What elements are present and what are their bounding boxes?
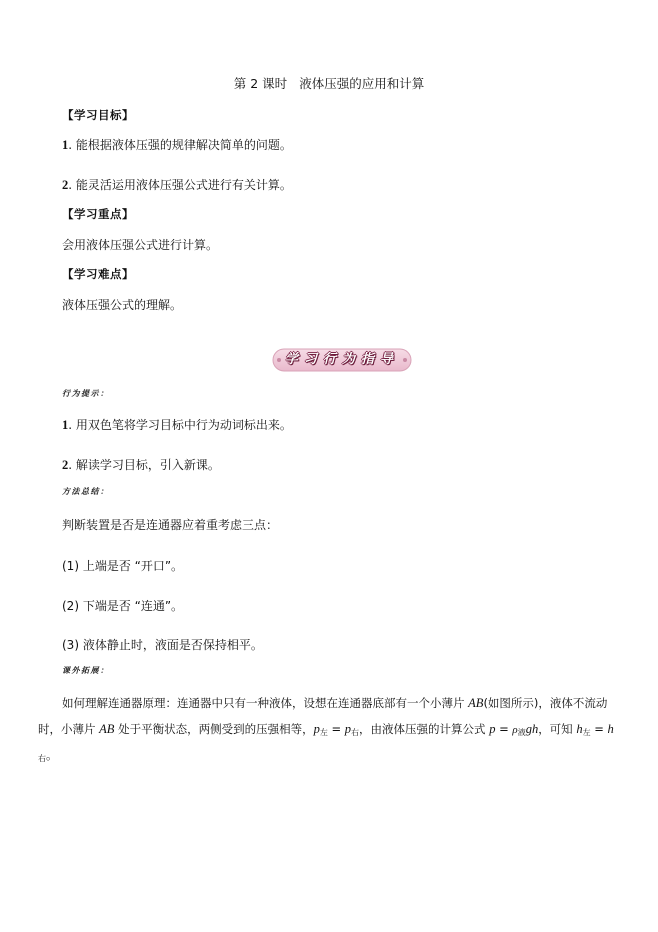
tip-item-2 <box>62 456 220 473</box>
lesson-title: 液体压强的应用和计算 <box>299 76 425 91</box>
extension-label: 课外拓展： <box>62 666 110 675</box>
guidance-banner <box>272 347 412 373</box>
objective-text: . 能根据液体压强的规律解决简单的问题。 <box>68 138 292 152</box>
difficulties-heading: 【学习难点】 <box>62 267 134 281</box>
key-points-heading: 【学习重点】 <box>62 207 134 221</box>
banner-title: 学习行为指导 <box>284 352 399 367</box>
objective-item-2 <box>62 176 292 193</box>
difficulties-text: 液体压强公式的理解。 <box>62 298 183 312</box>
objectives-heading: 【学习目标】 <box>62 108 134 122</box>
symbol-p: p <box>489 722 496 736</box>
method-point-2: (2) 下端是否 “连通”。 <box>62 599 184 613</box>
method-intro: 判断装置是否是连通器应着重考虑三点： <box>62 518 279 532</box>
objective-text: . 能灵活运用液体压强公式进行有关计算。 <box>68 178 292 192</box>
symbol-h: h <box>576 722 583 736</box>
equals-sign: = <box>590 722 608 736</box>
extension-text: ，由液体压强的计算公式 <box>359 722 490 736</box>
key-points-text: 会用液体压强公式进行计算。 <box>62 238 219 252</box>
tip-item-1 <box>62 416 292 433</box>
extension-text: 。 <box>46 748 58 762</box>
page-title <box>0 74 658 92</box>
label-ab: AB <box>468 696 484 710</box>
tip-text: . 用双色笔将学习目标中行为动词标出来。 <box>68 418 292 432</box>
equals-sign: = <box>327 722 345 736</box>
symbol-gh: gh <box>525 722 539 736</box>
extension-line-3 <box>38 742 620 768</box>
equals-sign: = <box>495 722 513 736</box>
symbol-p: p <box>313 722 320 736</box>
extension-text: ，可知 <box>538 722 577 736</box>
symbol-p: p <box>344 722 352 736</box>
tip-number: 1 <box>62 418 69 432</box>
extension-paragraph <box>38 690 620 768</box>
subscript-left: 左 <box>319 728 328 737</box>
method-point-3: (3) 液体静止时，液面是否保持相平。 <box>62 638 263 652</box>
symbol-h: h <box>607 722 614 736</box>
extension-text: 如何理解连通器原理：连通器中只有一种液体，设想在连通器底部有一个小薄片 <box>62 696 469 710</box>
extension-text: 时，小薄片 <box>38 722 100 736</box>
method-label: 方法总结： <box>62 487 110 496</box>
subscript-liquid: 液 <box>517 728 526 737</box>
label-ab: AB <box>99 722 115 736</box>
objective-number: 2 <box>62 178 69 192</box>
objective-item-1 <box>62 136 292 153</box>
tip-text: . 解读学习目标，引入新课。 <box>68 458 220 472</box>
objective-number: 1 <box>62 138 69 152</box>
extension-text: (如图所示)，液体不流动 <box>483 696 608 710</box>
behavior-tip-label: 行为提示： <box>62 389 110 398</box>
extension-text: 处于平衡状态，两侧受到的压强相等， <box>114 722 314 736</box>
extension-line-2 <box>38 716 620 742</box>
subscript-right: 右 <box>38 754 46 763</box>
extension-line-1 <box>38 690 620 716</box>
lesson-period: 第 2 课时 <box>233 76 288 91</box>
subscript-left: 左 <box>582 728 591 737</box>
tip-number: 2 <box>62 458 69 472</box>
method-point-1: (1) 上端是否 “开口”。 <box>62 559 184 573</box>
symbol-rho: ρ <box>512 724 518 736</box>
subscript-right: 右 <box>351 728 360 737</box>
